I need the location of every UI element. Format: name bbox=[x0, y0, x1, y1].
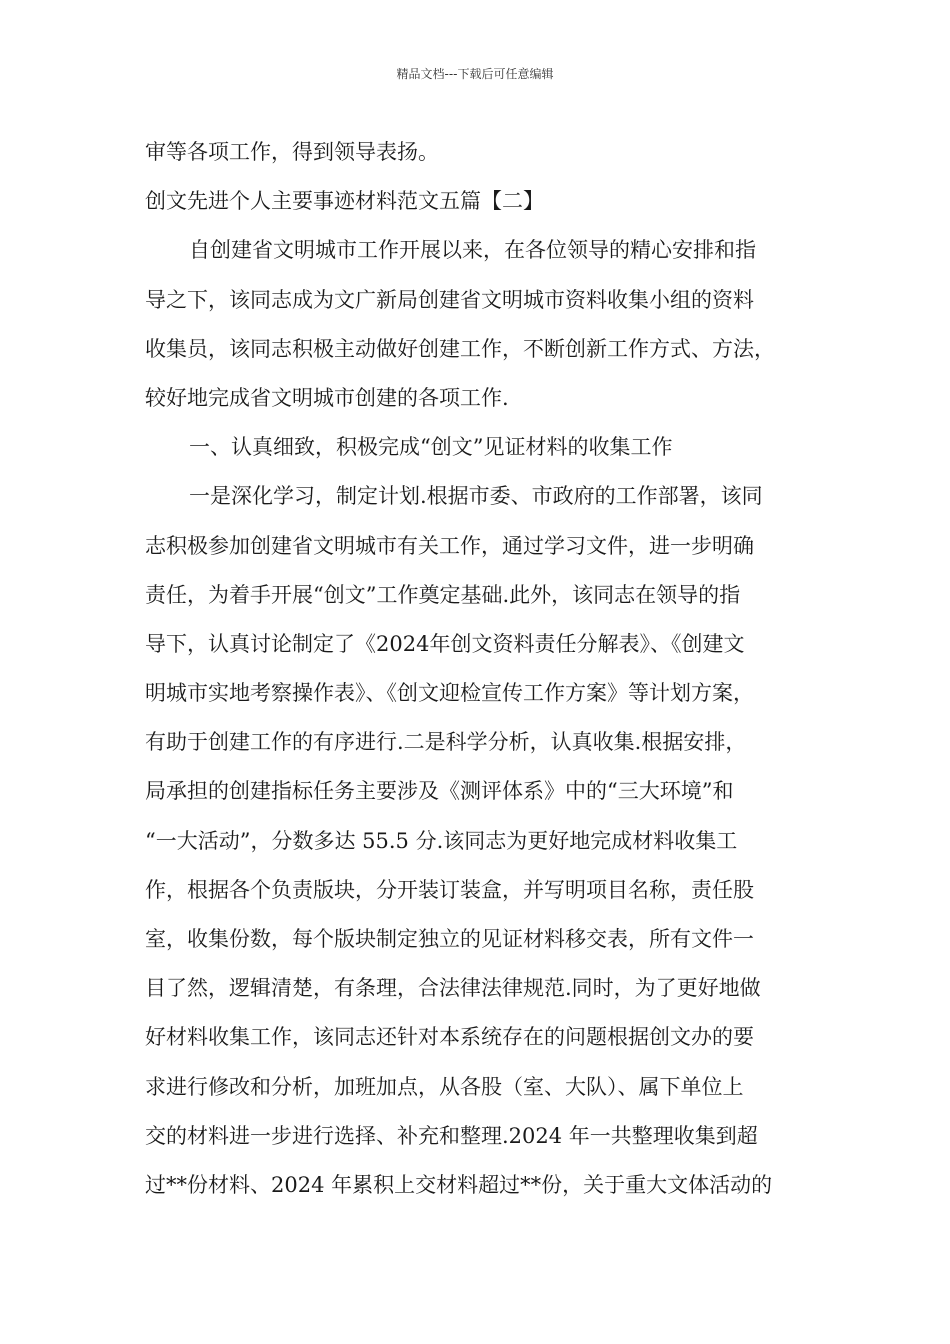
text-line: 收集员，该同志积极主动做好创建工作，不断创新工作方式、方法， bbox=[145, 336, 775, 361]
text-line: “一大活动”，分数多达 55.5 分.该同志为更好地完成材料收集工 bbox=[145, 828, 738, 853]
text-line: 交的材料进一步进行选择、补充和整理.2024 年一共整理收集到超 bbox=[145, 1123, 758, 1148]
text-line: 有助于创建工作的有序进行.二是科学分析，认真收集.根据安排， bbox=[145, 730, 747, 755]
text-line: 导下，认真讨论制定了《2024年创文资料责任分解表》、《创建文 bbox=[145, 631, 745, 656]
text-line: 导之下，该同志成为文广新局创建省文明城市资料收集小组的资料 bbox=[145, 287, 754, 312]
text-line: 过**份材料、2024 年累积上交材料超过**份，关于重大文体活动的 bbox=[145, 1172, 773, 1197]
subsection-heading: 一、认真细致，积极完成“创文”见证材料的收集工作 bbox=[189, 435, 673, 460]
paragraph-start: 自创建省文明城市工作开展以来，在各位领导的精心安排和指 bbox=[189, 238, 756, 263]
text-line: 志积极参加创建省文明城市有关工作，通过学习文件，进一步明确 bbox=[145, 533, 754, 558]
paragraph-start: 一是深化学习，制定计划.根据市委、市政府的工作部署，该同 bbox=[189, 484, 763, 509]
text-line: 室，收集份数，每个版块制定独立的见证材料移交表，所有文件一 bbox=[145, 927, 754, 951]
text-line: 求进行修改和分析，加班加点，从各股（室、大队）、属下单位上 bbox=[145, 1074, 744, 1099]
page-header: 精品文档---下载后可任意编辑 bbox=[396, 67, 554, 81]
text-line: 明城市实地考察操作表》、《创文迎检宣传工作方案》等计划方案， bbox=[145, 681, 754, 706]
section-title: 创文先进个人主要事迹材料范文五篇【二】 bbox=[145, 189, 544, 214]
text-line: 责任，为着手开展“创文”工作奠定基础.此外，该同志在领导的指 bbox=[145, 582, 741, 607]
text-line: 目了然，逻辑清楚，有条理，合法律法律规范.同时，为了更好地做 bbox=[145, 976, 761, 1001]
text-line: 审等各项工作，得到领导表扬。 bbox=[145, 140, 439, 164]
text-line: 局承担的创建指标任务主要涉及《测评体系》中的“三大环境”和 bbox=[145, 779, 734, 804]
document-body bbox=[145, 128, 810, 1210]
text-line: 较好地完成省文明城市创建的各项工作. bbox=[145, 385, 509, 410]
text-line: 好材料收集工作，该同志还针对本系统存在的问题根据创文办的要 bbox=[145, 1025, 754, 1050]
text-line: 作，根据各个负责版块，分开装订装盒，并写明项目名称，责任股 bbox=[145, 877, 754, 902]
